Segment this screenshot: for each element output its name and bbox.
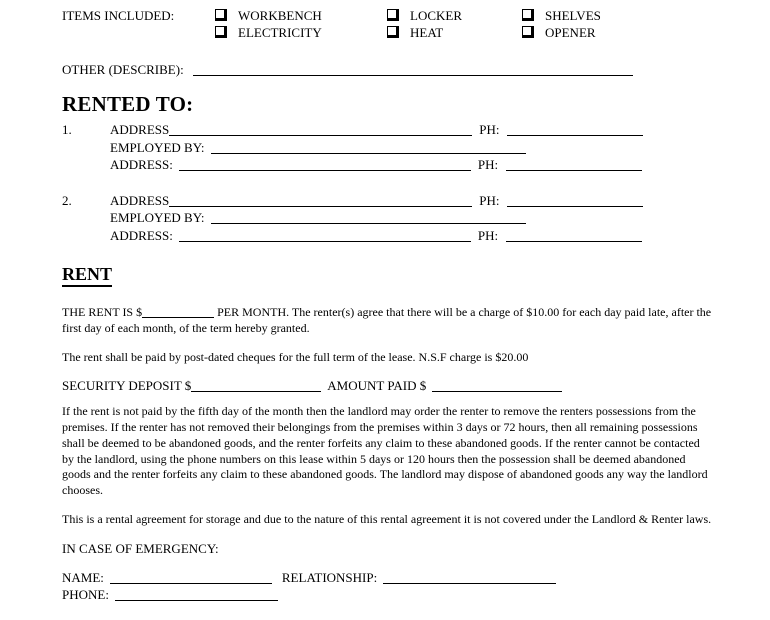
rent-amount-prefix: THE RENT IS $ — [62, 305, 143, 319]
relationship-label: RELATIONSHIP: — [281, 569, 378, 585]
address-label: ADDRESS — [110, 192, 170, 208]
option-locker — [387, 7, 522, 24]
employed-by-blank[interactable] — [211, 212, 526, 224]
renter-entry-1 — [62, 121, 712, 174]
option-label-workbench: WORKBENCH — [238, 8, 322, 23]
checkbox-locker[interactable] — [387, 9, 399, 21]
employed-by-label: EMPLOYED BY: — [110, 210, 205, 225]
address2-line — [62, 227, 712, 245]
security-deposit-line — [62, 378, 712, 394]
option-electricity — [215, 24, 387, 41]
address2-label: ADDRESS: — [110, 157, 173, 172]
rent-amount-paragraph — [62, 304, 712, 336]
option-heat — [387, 24, 522, 41]
option-workbench — [215, 7, 387, 24]
items-included-label: ITEMS INCLUDED: — [62, 8, 175, 23]
other-describe-label: OTHER (DESCRIBE): — [62, 62, 184, 77]
address-blank[interactable] — [169, 124, 472, 136]
emergency-heading: IN CASE OF EMERGENCY: — [62, 540, 219, 556]
cheque-paragraph: The rent shall be paid by post-dated cheques for the full term of the lease. N.S.F charge is $20.00 — [62, 350, 529, 365]
option-shelves — [522, 7, 712, 24]
name-blank[interactable] — [110, 572, 272, 584]
employed-by-blank[interactable] — [211, 142, 526, 154]
renter-entry-2 — [62, 192, 712, 245]
amount-paid-label: AMOUNT PAID $ — [327, 378, 427, 394]
ph-blank[interactable] — [507, 124, 643, 136]
rented-to-heading: RENTED TO: — [62, 92, 194, 116]
amount-paid-blank[interactable] — [432, 380, 562, 392]
relationship-blank[interactable] — [383, 572, 556, 584]
address2-line — [62, 156, 712, 174]
ph2-label: PH: — [477, 227, 499, 243]
option-label-electricity: ELECTRICITY — [238, 25, 322, 40]
employed-by-label: EMPLOYED BY: — [110, 139, 205, 155]
ph2-label: PH: — [477, 157, 499, 172]
security-deposit-blank[interactable] — [191, 380, 321, 392]
ph-blank[interactable] — [507, 195, 643, 207]
phone-label: PHONE: — [62, 587, 109, 603]
rent-amount-blank[interactable] — [142, 306, 214, 318]
address-blank[interactable] — [169, 195, 472, 207]
employed-by-line — [62, 209, 712, 227]
security-deposit-label: SECURITY DEPOSIT $ — [62, 378, 192, 394]
emergency-phone-line — [62, 586, 712, 604]
storage-agreement-paragraph: This is a rental agreement for storage and due to the nature of this rental agreement it is not covered under the Landlord & Renter laws. — [62, 511, 712, 526]
emergency-name-line — [62, 569, 712, 587]
other-describe-line — [62, 62, 712, 78]
checkbox-electricity[interactable] — [215, 26, 227, 38]
name-label: NAME: — [62, 569, 104, 585]
other-describe-blank[interactable] — [193, 64, 633, 76]
address2-blank[interactable] — [179, 159, 471, 171]
option-label-shelves: SHELVES — [545, 8, 601, 23]
abandoned-goods-paragraph: If the rent is not paid by the fifth day of the month then the landlord may order the renter to remove the renters possessions from the premises. If the renter has not removed their belongings from the premises within 3 days or 72 hours, then all remaining possessions shall be deemed to be abandoned goods, and the renter forfeits any claim to these abandoned goods. If the renter cannot be contacted by the landlord, using the phone numbers on this lease within 5 days or 120 hours then the possession shall be deemed abandoned goods and the renter forfeits any claim to these abandoned goods. The landlord may dispose of abandoned goods any way the landlord chooses. — [62, 404, 708, 498]
rent-heading-text: RENT — [62, 264, 112, 287]
option-label-locker: LOCKER — [410, 8, 462, 23]
option-label-heat: HEAT — [410, 25, 444, 40]
ph-label: PH: — [479, 192, 500, 208]
phone-blank[interactable] — [115, 589, 278, 601]
checkbox-heat[interactable] — [387, 26, 399, 38]
address2-label: ADDRESS: — [110, 227, 173, 243]
rent-heading — [62, 264, 712, 285]
option-opener — [522, 24, 712, 41]
entry-number: 1. — [62, 122, 72, 137]
address-line — [62, 121, 712, 139]
checkbox-opener[interactable] — [522, 26, 534, 38]
checkbox-shelves[interactable] — [522, 9, 534, 21]
items-grid-spacer — [62, 24, 215, 41]
items-included-section — [62, 7, 712, 41]
ph2-blank[interactable] — [506, 159, 642, 171]
ph-label: PH: — [479, 122, 500, 137]
address2-blank[interactable] — [179, 230, 471, 242]
ph2-blank[interactable] — [506, 230, 642, 242]
entry-number: 2. — [62, 192, 72, 208]
option-label-opener: OPENER — [545, 25, 596, 40]
address-line — [62, 192, 712, 210]
address-label: ADDRESS — [110, 122, 170, 137]
checkbox-workbench[interactable] — [215, 9, 227, 21]
employed-by-line — [62, 139, 712, 157]
rent-amount-rest: PER MONTH. The renter(s) agree that there will be a charge of $10.00 for each day paid late, after the first day of each month, of the term hereby granted. — [62, 305, 712, 336]
